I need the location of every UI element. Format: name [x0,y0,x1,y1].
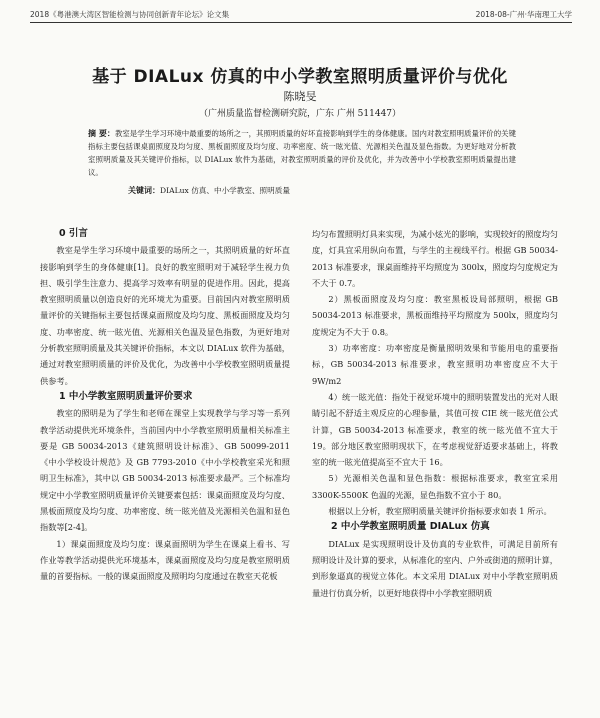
paragraph: 教室的照明是为了学生和老师在课堂上实现教学与学习等一系列教学活动提供光环境条件，当前国内中小学教室照明质量相关标准主要是 GB 50034-2013《建筑照明设计标准》、GB 50099-2011《中小学校设计规范》及 GB 7793-2010《中小学校教室采光和照明卫生标准》，其中以 GB 50034-2013 标准要求最严。三个标准均规定中小学教室照明质量评价关键要素包括：课桌面照度及均匀度、黑板面照度及均匀度、功率密度、统一眩光值及光源相关色温和显色指数等[2-4]。 [40,408,290,533]
section-1-heading: 1 中小学教室照明质量评价要求 [59,390,193,402]
author-name: 陈晓旻 [283,90,317,103]
abstract-text: 教室是学生学习环境中最重要的场所之一，其照明质量的好坏直接影响到学生的身体健康。国内对教室照明质量评价的关键指标主要包括课桌面照度及均匀度、黑板面照度及均匀度、功率密度、统一眩光值、光源相关色温及显色指数。为更好地对分析教室照明质量及其关键评价指标，以 DIALux 软件为基础，对教室照明质量的评价及优化，并为改善中小学校教室照明质量提出建议。 [88,129,516,177]
paragraph: 5）光源相关色温和显色指数：根据标准要求，教室宜采用 3300K-5500K 色温的光源，显色指数不宜小于 80。 [312,473,558,500]
paragraph: 均匀布置照明灯具来实现，为减小炫光的影响，实现较好的照度均匀度，灯具宜采用纵向布置，与学生的主视线平行。根据 GB 50034-2013 标准要求，课桌面维持平均照度为 300lx，照度均匀度规定为不大于 0.7。 [312,229,558,288]
running-header-right: 2018-08-广州·华南理工大学 [475,10,572,19]
paragraph: 根据以上分析，教室照明质量关键评价指标要求如表 1 所示。 [328,506,552,517]
abstract [88,127,516,179]
paragraph: DIALux 是实现照明设计及仿真的专业软件，可满足目前所有照明设计及计算的要求，从标准化的室内、户外或街道的照明计算，到形象逼真的视觉立体化。本文采用 DIALux 对中小学教室照明质量进行仿真分析，以更好地获得中小学教室照明质 [312,538,558,598]
abstract-label: 摘 要： [88,129,115,138]
keywords-text: DIALux 仿真、中小学教室、照明质量 [160,186,290,195]
right-column [312,226,558,601]
paragraph: 4）统一眩光值：指处于视觉环境中的照明装置发出的光对人眼睛引起不舒适主观反应的心理参量，其值可按 CIE 统一眩光值公式计算，GB 50034-2013 标准要求，教室的统一眩光值不宜大于 19。部分地区教室照明现状下，在考虑视觉舒适要求基础上，将教室的统一眩光值提高至不宜大于 16。 [312,391,558,468]
keywords-label: 关键词： [128,186,160,195]
paper-title: 基于 DIALux 仿真的中小学教室照明质量评价与优化 [92,67,508,87]
left-column [40,226,290,585]
paragraph: 2）黑板面照度及均匀度：教室黑板设局部照明，根据 GB 50034-2013 标准要求，黑板面维持平均照度为 500lx，照度均匀度规定为不大于 0.8。 [312,294,558,337]
paragraph: 1）课桌面照度及均匀度：课桌面照明为学生在课桌上看书、写作业等教学活动提供光环境基本，课桌面照度及均匀度是教室照明质量的首要指标。一般的课桌面照度及照明均匀度通过在教室天花板 [40,538,290,582]
author-affiliation: （广州质量监督检测研究院，广东 广州 511447） [198,109,402,119]
paragraph: 教室是学生学习环境中最重要的场所之一，其照明质量的好坏直接影响到学生的身体健康[1]。良好的教室照明对于减轻学生视力负担、吸引学生注意力、提高学习效率有明显的促进作用。因此，提高教室照明质量以创造良好的光环境尤为重要。目前国内对教室照明质量评价的关键指标主要包括课桌面照度及均匀度、黑板面照度及均匀度、功率密度、统一眩光值、光源相关色温及显色指数，为更好地对分析教室照明质量及其关键评价指标，本文以 DIALux 软件为基础，通过对教室照明质量的评价及优化，为改善中小学校教室照明质量提供参考。 [40,245,290,386]
running-header-left: 2018《粤港澳大湾区智能检测与协同创新青年论坛》论文集 [30,10,230,19]
running-header [30,8,572,23]
section-0-heading: 0 引言 [59,228,88,239]
paragraph: 3）功率密度：功率密度是衡量照明效果和节能用电的重要指标，GB 50034-2013 标准要求，教室照明功率密度应不大于 9W/m2 [312,343,558,386]
keywords [128,184,528,197]
section-2-heading: 2 中小学教室照明质量 DIALux 仿真 [331,521,490,533]
